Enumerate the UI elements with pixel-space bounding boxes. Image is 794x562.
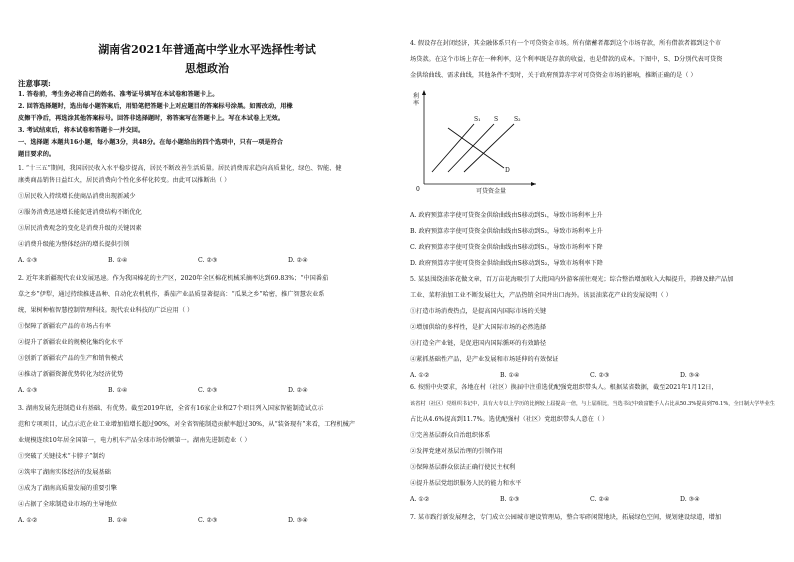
- demand-curve-d: [448, 128, 504, 168]
- q1-options: [18, 257, 378, 264]
- label-d: D: [505, 167, 510, 174]
- q5-option-a[interactable]: A. ①②: [410, 372, 430, 379]
- q4-option-c[interactable]: C. 政府预算赤字使可贷资金供给曲线由S移动到S₁，导致市场利率下降: [410, 244, 603, 251]
- q5-option-b[interactable]: B. ①④: [500, 372, 520, 379]
- q2-option-c[interactable]: C. ②③: [198, 387, 218, 394]
- y-axis-label-char1: 利率: [413, 93, 420, 107]
- q3-option-c[interactable]: C. ②③: [198, 517, 218, 524]
- q3-stem-cont-1: 范和专项项目，试点示范企业工业增加值增长超过90%，对全省智能制造贡献率超过30%，从“装备现有”来看，工程机械产: [18, 421, 356, 428]
- q1-item-2: ②服务消费迅速增长能促进消费结构不断优化: [18, 209, 142, 216]
- q6-item-2: ②发挥党建对基层治理的引领作用: [410, 448, 503, 455]
- q4-option-b[interactable]: B. 政府预算赤字使可贷资金供给曲线由S移动到S₂，导致市场利率上升: [410, 228, 603, 235]
- q1-option-a[interactable]: A. ①③: [18, 257, 38, 264]
- q1-item-1: ①居民收入持续增长使商品消费出现新减少: [18, 193, 136, 200]
- section-heading: 一、选择题 本题共16小题，每小题3分，共48分。在每小题给出的四个选项中，只有一项是符合: [18, 139, 283, 146]
- q3-option-b[interactable]: B. ①④: [108, 517, 128, 524]
- q4-stem: 4. 假设存在封闭经济，其金融体系只有一个可贷资金市场。所有储蓄者都到这个市场存款，所有借款者都到这个市: [410, 40, 722, 47]
- q3-item-2: ②筑牢了湖南实体经济的发展基础: [18, 469, 111, 476]
- exam-subject: 思想政治: [185, 62, 229, 75]
- q2-option-a[interactable]: A. ①③: [18, 387, 38, 394]
- supply-demand-graph: [410, 88, 540, 196]
- q1-option-b[interactable]: B. ①④: [108, 257, 128, 264]
- q6-item-1: ①完善基层群众自治组织体系: [410, 432, 491, 439]
- label-s: S: [494, 116, 499, 123]
- q2-item-2: ②提升了新疆农业的规模化集约化水平: [18, 339, 124, 346]
- q2-item-1: ①保障了新疆农产品的市场占有率: [18, 323, 111, 330]
- q1-option-d[interactable]: D. ②④: [288, 257, 308, 264]
- q3-stem-cont-2: 业规模连续10年居全国第一，电力机车产品全球市场份额第一。湖南先进制造业（ ）: [18, 437, 251, 444]
- note-2: 2. 回答选择题时，选出每小题答案后，用铅笔把答题卡上对应题目的答案标号涂黑。如需改动，用橡: [18, 103, 293, 110]
- q6-item-4: ④提升基层党组织服务人民的能力和水平: [410, 480, 522, 487]
- q6-option-a[interactable]: A. ①②: [410, 496, 430, 503]
- q3-item-4: ④占据了全球制造业市场的主导地位: [18, 501, 117, 508]
- q2-option-b[interactable]: B. ①④: [108, 387, 128, 394]
- q5-option-c[interactable]: C. ②③: [590, 372, 610, 379]
- q1-item-3: ③居民消费观念的变化是消费升级的关键因素: [18, 225, 142, 232]
- note-3: 皮擦干净后，再选涂其他答案标号。回答非选择题时，将答案写在答题卡上。写在本试卷上无效。: [18, 115, 285, 122]
- q6-option-c[interactable]: C. ②④: [590, 496, 610, 503]
- q2-stem-cont-1: 草之乡”伊犁，通过持续推进品种、自动化农机机作，番茄产业品质显著提高：“瓜果之乡”哈密，推广智慧农业系: [18, 291, 325, 298]
- notes-heading: 注意事项:: [18, 79, 51, 88]
- q3-stem: 3. 湖南发展先进制造业有基础、有优势。截至2019年底，全省有16家企业和27个项目列入国家智能制造试点示: [18, 405, 324, 412]
- q1-stem: 1. “十三五”期间，我国居民收入水平稳步提高，居民不断改善生活质量。居民消费需求趋向高质量化，绿色、智能、健: [18, 165, 342, 172]
- x-axis-arrow: [531, 182, 536, 186]
- q6-stem-cont-1: 该省村（社区）党组织书记中，具有大专以上学历的比例较上届提高一倍，与上届相比，当选书记中致富能手人占比从50.3%提高到76.1%，全日制大学毕业生: [410, 401, 775, 407]
- q2-options: [18, 387, 378, 394]
- q2-stem: 2. 近年来新疆现代农业发展迅速。作为我国棉花的主产区，2020年全区棉花机械采摘率达到69.83%；“中国番茄: [18, 275, 329, 282]
- q4-stem-cont-1: 场贷款。在这个市场上存在一种利率，这个利率既是存款的收益，也是借款的成本。下图中，S、D分别代表可贷资: [410, 56, 723, 63]
- note-1: 1. 答卷前，考生务必将自己的姓名、准考证号填写在本试卷和答题卡上。: [18, 91, 219, 98]
- section-heading-cont: 题目要求的。: [18, 151, 56, 158]
- note-4: 3. 考试结束后，将本试卷和答题卡一并交回。: [18, 127, 145, 134]
- q1-stem-cont: 康类商品销售日益红火，居民消费向个性化多样化转变。由此可以推断出（ ）: [18, 177, 231, 184]
- q5-item-1: ①打造市场消费热点，是提高国内国际市场的关键: [410, 308, 547, 315]
- exam-title: 湖南省2021年普通高中学业水平选择性考试: [98, 43, 316, 56]
- q2-stem-cont-2: 统，果树种植智慧控制管理科技。现代农业科技的广泛应用（ ）: [18, 307, 194, 314]
- q2-item-3: ③创新了新疆农产品的生产和销售模式: [18, 355, 124, 362]
- q6-item-3: ③保障基层群众依法正确行使民主权利: [410, 464, 516, 471]
- q5-item-3: ③打造全产业链，是促进国内国际循环的有效路径: [410, 340, 547, 347]
- q5-options: [410, 372, 770, 379]
- q3-option-d[interactable]: D. ③④: [288, 517, 308, 524]
- x-axis-label: 可贷资金量: [476, 188, 507, 195]
- q1-item-4: ④消费升级能为整体经济的增长提供引领: [18, 241, 130, 248]
- q4-stem-cont-2: 金供给曲线、需求曲线，其他条件不变时，关于政府预算赤字对可贷资金市场的影响，推断正确的是（ ）: [410, 72, 697, 79]
- q3-option-a[interactable]: A. ①②: [18, 517, 38, 524]
- q7-stem: 7. 某市践行新发展理念，专门成立公园城市建设管理局，整合零碎闲置地块，拓展绿色空间，规划建设绿道，增加: [410, 514, 722, 521]
- q5-stem: 5. 某县围绕油茶花做文章，百万亩花海吸引了大批国内外游客前往观光；综合整治增加收入大幅提升，养蜂及蜂产品加: [410, 276, 734, 283]
- q6-stem-cont-2: 占比从4.6%提高到11.7%。选优配强村（社区）党组织带头人意在（ ）: [410, 416, 609, 423]
- q3-item-1: ①突破了关键技术“卡脖子”制约: [18, 453, 105, 460]
- q3-options: [18, 517, 378, 524]
- q6-option-b[interactable]: B. ①③: [500, 496, 520, 503]
- q5-item-2: ②增加供给的多样性，是扩大国际市场的必然选择: [410, 324, 547, 331]
- q6-option-d[interactable]: D. ③④: [680, 496, 700, 503]
- q4-option-a[interactable]: A. 政府预算赤字使可贷资金供给曲线由S移动到S₁，导致市场利率上升: [410, 212, 603, 219]
- q4-option-d[interactable]: D. 政府预算赤字使可贷资金供给曲线由S移动到S₂，导致市场利率下降: [410, 260, 603, 267]
- y-axis-arrow: [422, 90, 426, 95]
- label-s1: S₁: [474, 116, 481, 123]
- q6-stem: 6. 按照中央要求，各地在村（社区）换届中注重选优配强党组织带头人。根据某省数据，截至2021年1月12日，: [410, 384, 718, 391]
- q6-options: [410, 496, 770, 503]
- label-s2: S₂: [514, 116, 521, 123]
- q3-item-3: ③成为了湖南高质量发展的重要引擎: [18, 485, 117, 492]
- q2-item-4: ④推动了新疆资源优势转化为经济优势: [18, 371, 124, 378]
- q5-stem-cont: 工业、菜籽油加工业不断发展壮大，产品热销全国并出口海外。该县油菜花产业的发展说明（ ）: [410, 292, 672, 299]
- q5-item-4: ④紧抓基础性产品，是产业发展和市场延伸的有效保证: [410, 356, 559, 363]
- q1-option-c[interactable]: C. ②③: [198, 257, 218, 264]
- q5-option-d[interactable]: D. ③④: [680, 372, 700, 379]
- q2-option-d[interactable]: D. ②④: [288, 387, 308, 394]
- origin-label: 0: [416, 186, 420, 193]
